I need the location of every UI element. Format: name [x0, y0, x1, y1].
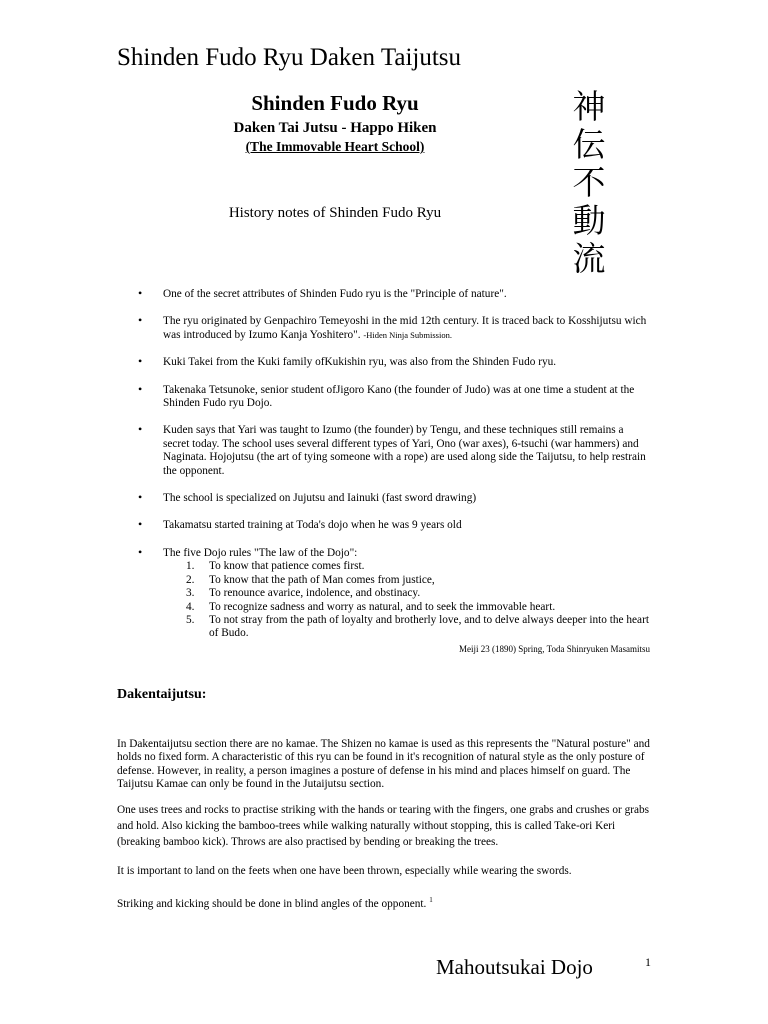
- list-item-text: The school is specialized on Jujutsu and Iainuki (fast sword drawing): [163, 492, 477, 505]
- paragraph: It is important to land on the feets when one have been thrown, especially while wearing the swords.: [117, 864, 572, 877]
- list-item: [132, 315, 652, 342]
- dakentaijutsu-body: [117, 738, 657, 924]
- rule-item: [163, 614, 652, 641]
- list-item: [132, 424, 652, 478]
- history-bullet-list: [132, 288, 652, 669]
- rule-number: 1.: [186, 560, 195, 573]
- kanji-character: 不: [572, 163, 606, 202]
- bullet-icon: •: [138, 381, 143, 396]
- list-item-text: Kuden says that Yari was taught to Izumo (the founder) by Tengu, and these techniques still remains a secret today. The school uses several different types of Yari, Ono (war axes), 6-tsuchi (war hammers) and Naginata. Hojojutsu (the art of tying someone with a rope) are used along side the Taijutsu, to help restrain the opponent.: [163, 424, 646, 477]
- kanji-character: 流: [572, 239, 606, 278]
- list-item-dojo-rules: [132, 544, 652, 655]
- rules-signature: Meiji 23 (1890) Spring, Toda Shinryuken Masamitsu: [459, 643, 650, 654]
- footer-dojo-name: Mahoutsukai Dojo: [436, 955, 593, 979]
- paragraph: In Dakentaijutsu section there are no kamae. The Shizen no kamae is used as this represents the "Natural posture" and holds no fixed form. A characteristic of this ryu can be found in it's recognition of natural style as the only posture of defense. However, in reality, a person imagines a posture of defense in his mind and places himself on guard. The Taijutsu Kamae can only be found in the Jutaijutsu section.: [117, 738, 650, 791]
- kanji-character: 伝: [572, 125, 606, 164]
- rule-text: To know that patience comes first.: [209, 560, 365, 573]
- school-alias: (The Immovable Heart School): [245, 139, 425, 154]
- rule-text: To renounce avarice, indolence, and obstinacy.: [209, 587, 421, 600]
- rule-text: To know that the path of Man comes from justice,: [209, 573, 435, 586]
- rule-number: 4.: [186, 600, 195, 613]
- kanji-character: 神: [572, 87, 606, 126]
- list-item-text: Kuki Takei from the Kuki family ofKukishin ryu, was also from the Shinden Fudo ryu.: [163, 356, 557, 369]
- bullet-icon: •: [138, 544, 143, 559]
- paragraph-text: Striking and kicking should be done in blind angles of the opponent.: [117, 897, 430, 910]
- rule-item: [163, 560, 652, 573]
- bullet-icon: •: [138, 354, 143, 369]
- rule-item: [163, 587, 652, 600]
- rule-text: To recognize sadness and worry as natural, and to seek the immovable heart.: [209, 600, 556, 613]
- section-heading: Dakentaijutsu:: [117, 687, 207, 702]
- rule-number: 5.: [186, 613, 195, 626]
- list-item: [132, 381, 652, 411]
- school-header: [150, 88, 520, 155]
- list-item-text: The ryu originated by Genpachiro Temeyoshi in the mid 12th century. It is traced back to Kosshijutsu wich was introduced by Izumo Kanja Yoshitero".: [163, 315, 647, 341]
- kanji-calligraphy: [566, 88, 612, 278]
- bullet-icon: •: [138, 517, 143, 532]
- rule-item: [163, 574, 652, 587]
- rule-number: 3.: [186, 587, 195, 600]
- paragraph-with-footnote: [117, 892, 657, 912]
- list-item: [132, 356, 652, 369]
- bullet-icon: •: [138, 490, 143, 505]
- footnote-mark: 1: [429, 895, 433, 904]
- list-item-text: Takamatsu started training at Toda's dojo when he was 9 years old: [163, 519, 462, 532]
- kanji-character: 動: [572, 201, 606, 240]
- document-title: Shinden Fudo Ryu Daken Taijutsu: [117, 44, 462, 71]
- bullet-icon: •: [138, 313, 143, 328]
- rule-number: 2.: [186, 573, 195, 586]
- list-item: [132, 492, 652, 505]
- rule-item: [163, 601, 652, 614]
- history-notes-heading: History notes of Shinden Fudo Ryu: [228, 205, 442, 221]
- paragraph: One uses trees and rocks to practise striking with the hands or tearing with the fingers, one grabs and crushes or grabs and hold. Also kicking the bamboo-trees while walking naturally without stopping, this is called Take-ori Keri (breaking bamboo kick). Throws are also practised by bending or breaking the trees.: [117, 803, 650, 848]
- page-number: 1: [645, 955, 651, 969]
- source-citation: -Hiden Ninja Submission.: [363, 329, 452, 340]
- school-subtitle: Daken Tai Jutsu - Happo Hiken: [233, 120, 437, 136]
- school-name-heading: Shinden Fudo Ryu: [251, 91, 419, 115]
- dojo-rules-list: [163, 560, 652, 640]
- list-item-text: Takenaka Tetsunoke, senior student ofJigoro Kano (the founder of Judo) was at one time a student at the Shinden Fudo ryu Dojo.: [163, 383, 635, 410]
- bullet-icon: •: [138, 286, 143, 300]
- list-item: [132, 519, 652, 532]
- list-item: [132, 288, 652, 301]
- bullet-icon: •: [138, 422, 143, 437]
- rules-intro: The five Dojo rules "The law of the Dojo":: [163, 546, 358, 559]
- list-item-text: One of the secret attributes of Shinden Fudo ryu is the "Principle of nature".: [163, 288, 507, 300]
- rule-text: To not stray from the path of loyalty and brotherly love, and to delve always deeper into the heart of Budo.: [209, 613, 649, 640]
